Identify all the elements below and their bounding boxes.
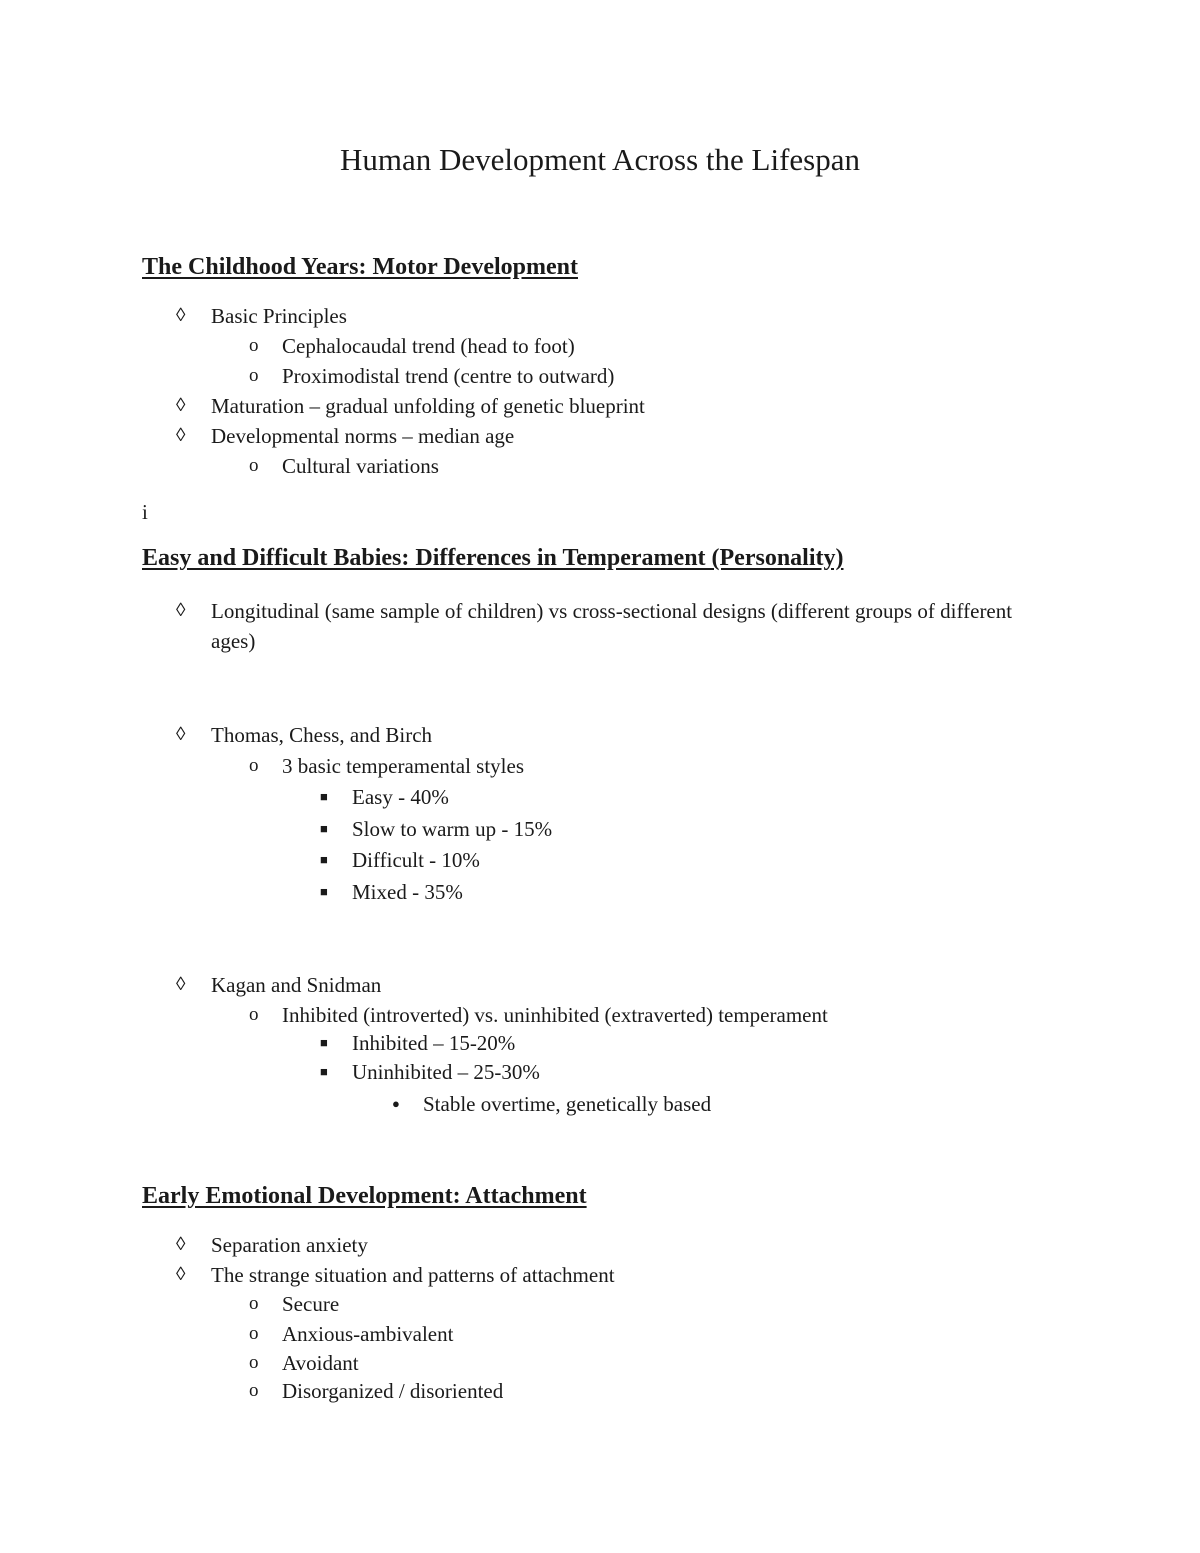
list-item: Stable overtime, genetically based: [423, 1092, 712, 1116]
square-bullet-icon: ■: [320, 1035, 328, 1050]
list-item: 3 basic temperamental styles: [282, 754, 525, 778]
list-item: Avoidant: [282, 1351, 359, 1375]
square-bullet-icon: ■: [320, 884, 328, 899]
circle-bullet-icon: o: [249, 335, 259, 356]
list-item: Longitudinal (same sample of children) vs cross-sectional designs (different groups of different ages): [211, 599, 1013, 653]
list-item: Cephalocaudal trend (head to foot): [282, 334, 575, 358]
list-item: Easy - 40%: [352, 785, 449, 809]
diamond-bullet-icon: ◊: [176, 724, 186, 745]
diamond-bullet-icon: ◊: [176, 974, 186, 995]
list-item: Disorganized / disoriented: [282, 1379, 504, 1403]
circle-bullet-icon: o: [249, 1380, 259, 1401]
list-item: Cultural variations: [282, 454, 439, 478]
circle-bullet-icon: o: [249, 1323, 259, 1344]
diamond-bullet-icon: ◊: [176, 395, 186, 416]
diamond-bullet-icon: ◊: [176, 600, 186, 621]
document-title: Human Development Across the Lifespan: [340, 142, 860, 177]
list-item: Anxious-ambivalent: [282, 1322, 454, 1346]
list-item: Slow to warm up - 15%: [352, 817, 553, 841]
diamond-bullet-icon: ◊: [176, 1264, 186, 1285]
section-heading-attachment: Early Emotional Development: Attachment: [142, 1183, 587, 1209]
list-item: Proximodistal trend (centre to outward): [282, 364, 615, 388]
list-item: Thomas, Chess, and Birch: [211, 723, 433, 747]
diamond-bullet-icon: ◊: [176, 1234, 186, 1255]
list-item: Difficult - 10%: [352, 848, 480, 872]
list-item: The strange situation and patterns of attachment: [211, 1263, 615, 1287]
dot-bullet-icon: ●: [392, 1096, 400, 1111]
list-item: Separation anxiety: [211, 1233, 368, 1257]
square-bullet-icon: ■: [320, 1064, 328, 1079]
circle-bullet-icon: o: [249, 365, 259, 386]
section-heading-motor-development: The Childhood Years: Motor Development: [142, 254, 578, 280]
circle-bullet-icon: o: [249, 1004, 259, 1025]
circle-bullet-icon: o: [249, 1352, 259, 1373]
list-item: Secure: [282, 1292, 340, 1316]
diamond-bullet-icon: ◊: [176, 425, 186, 446]
section-heading-temperament: Easy and Difficult Babies: Differences in Temperament (Personality): [142, 545, 844, 571]
square-bullet-icon: ■: [320, 789, 328, 804]
list-item: Basic Principles: [211, 304, 347, 328]
diamond-bullet-icon: ◊: [176, 305, 186, 326]
circle-bullet-icon: o: [249, 455, 259, 476]
list-item: Maturation – gradual unfolding of genetic blueprint: [211, 394, 645, 418]
stray-character: i: [142, 500, 148, 524]
list-item: Kagan and Snidman: [211, 973, 382, 997]
list-item: Developmental norms – median age: [211, 424, 515, 448]
circle-bullet-icon: o: [249, 755, 259, 776]
list-item: Mixed - 35%: [352, 880, 463, 904]
list-item: Inhibited – 15-20%: [352, 1031, 516, 1055]
list-item: Inhibited (introverted) vs. uninhibited (extraverted) temperament: [282, 1003, 828, 1027]
square-bullet-icon: ■: [320, 852, 328, 867]
list-item: Uninhibited – 25-30%: [352, 1060, 540, 1084]
circle-bullet-icon: o: [249, 1293, 259, 1314]
square-bullet-icon: ■: [320, 821, 328, 836]
